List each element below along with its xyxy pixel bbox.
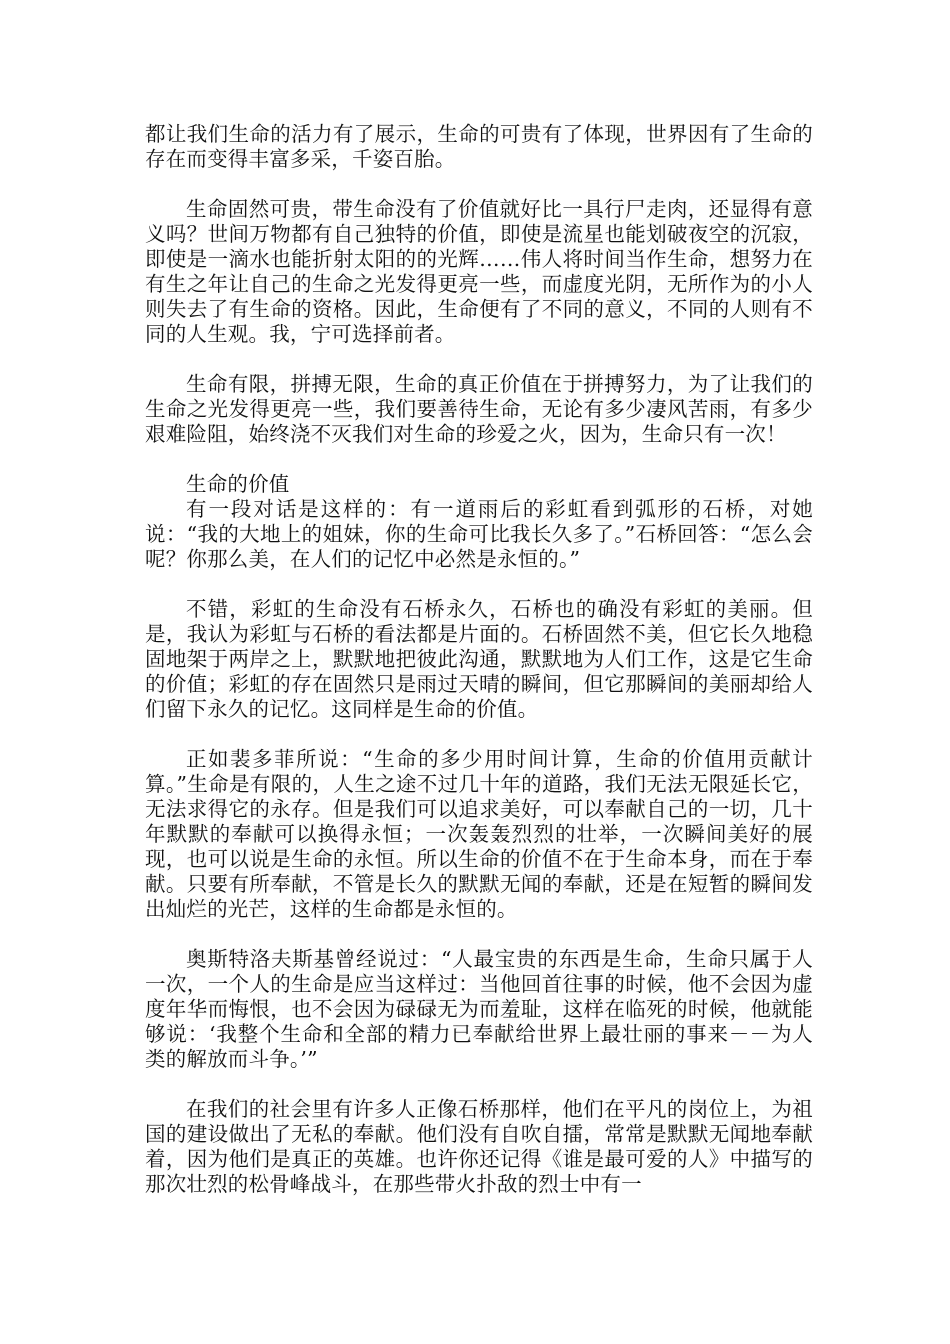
paragraph-1: 都让我们生命的活力有了展示，生命的可贵有了体现，世界因有了生命的存在而变得丰富多采，千姿百胎。 [145, 122, 813, 171]
paragraph-8: 在我们的社会里有许多人正像石桥那样，他们在平凡的岗位上，为祖国的建设做出了无私的奉献。他们没有自吹自擂，常常是默默无闻地奉献着，因为他们是真正的英雄。也许你还记得《谁是最可爱的人》中描写的那次壮烈的松骨峰战斗，在那些带火扑敌的烈士中有一 [145, 1097, 813, 1196]
paragraph-5: 不错，彩虹的生命没有石桥永久，石桥也的确没有彩虹的美丽。但是，我认为彩虹与石桥的看法都是片面的。石桥固然不美，但它长久地稳固地架于两岸之上，默默地把彼此沟通，默默地为人们工作，这是它生命的价值；彩虹的存在固然只是雨过天晴的瞬间，但它那瞬间的美丽却给人们留下永久的记忆。这同样是生命的价值。 [145, 597, 813, 721]
paragraph-7: 奥斯特洛夫斯基曾经说过：“人最宝贵的东西是生命，生命只属于人一次，一个人的生命是应当这样过：当他回首往事的时候，他不会因为虚度年华而悔恨，也不会因为碌碌无为而羞耻，这样在临死的时候，他就能够说：‘我整个生命和全部的精力已奉献给世界上最壮丽的事来－－为人类的解放而斗争。’” [145, 947, 813, 1071]
section-title: 生命的价值 [186, 472, 290, 496]
document-body [145, 122, 813, 1197]
paragraph-3: 生命有限，拼搏无限，生命的真正价值在于拼搏努力，为了让我们的生命之光发得更亮一些，我们要善待生命，无论有多少凄风苦雨，有多少艰难险阻，始终浇不灭我们对生命的珍爱之火，因为，生命只有一次！ [145, 372, 813, 446]
paragraph-6: 正如裴多菲所说：“生命的多少用时间计算，生命的价值用贡献计算。”生命是有限的，人生之途不过几十年的道路，我们无法无限延长它，无法求得它的永存。但是我们可以追求美好，可以奉献自己的一切，几十年默默的奉献可以换得永恒；一次轰轰烈烈的壮举，一次瞬间美好的展现，也可以说是生命的永恒。所以生命的价值不在于生命本身，而在于奉献。只要有所奉献，不管是长久的默默无闻的奉献，还是在短暂的瞬间发出灿烂的光芒，这样的生命都是永恒的。 [145, 747, 813, 921]
paragraph-4: 有一段对话是这样的：有一道雨后的彩虹看到弧形的石桥，对她说：“我的大地上的姐妹，你的生命可比我长久多了。”石桥回答：“怎么会呢？你那么美，在人们的记忆中必然是永恒的。” [145, 497, 813, 571]
paragraph-2: 生命固然可贵，带生命没有了价值就好比一具行尸走肉，还显得有意义吗？世间万物都有自己独特的价值，即使是流星也能划破夜空的沉寂，即使是一滴水也能折射太阳的的光辉……伟人将时间当作生命，想努力在有生之年让自己的生命之光发得更亮一些，而虚度光阴，无所作为的小人则失去了有生命的资格。因此，生命便有了不同的意义，不同的人则有不同的人生观。我，宁可选择前者。 [145, 197, 813, 346]
